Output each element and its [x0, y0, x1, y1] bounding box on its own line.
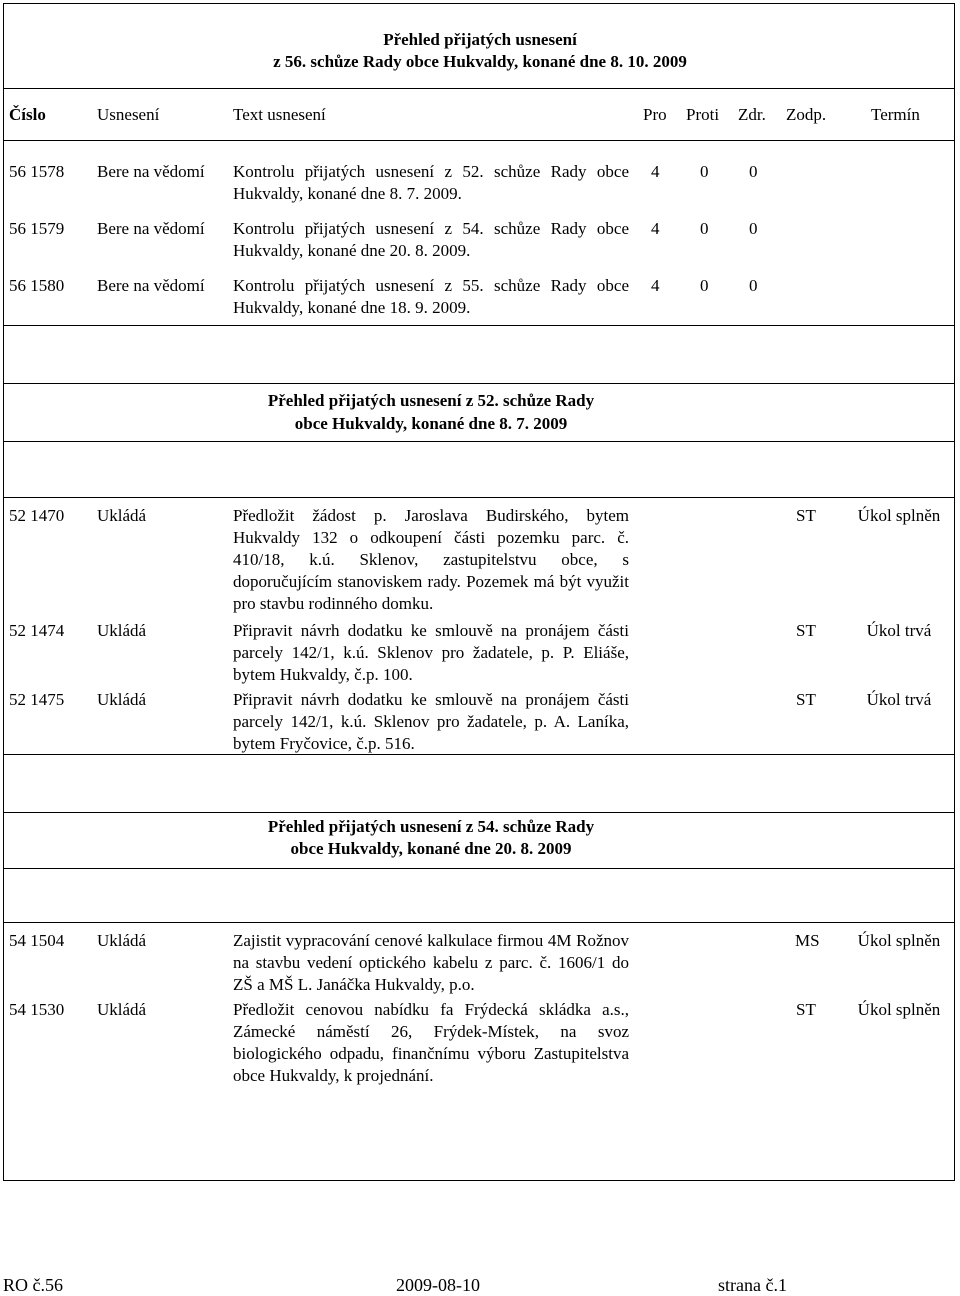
row-type: Bere na vědomí — [97, 219, 205, 238]
responsible: ST — [796, 1000, 816, 1019]
row-text: Předložit cenovou nabídku fa Frýdecká skládka a.s., Zámecké náměstí 26, Frýdek-Místek, na svoz biologického odpadu, finančnímu výboru Zastupitelstva obce Hukvaldy, k projednání. — [233, 1000, 629, 1085]
row-text: Připravit návrh dodatku ke smlouvě na pronájem části parcely 142/1, k.ú. Sklenov pro žadatele, p. A. Laníka, bytem Fryčovice, č.p. 516. — [233, 690, 629, 753]
row-text: Předložit žádost p. Jaroslava Budirského, bytem Hukvaldy 132 o odkoupení části pozemku parc. č. 410/18, k.ú. Sklenov, zastupitelstvu obce, s doporučujícím stanoviskem rady. Pozemek má být využit pro stavbu rodinného domku. — [233, 506, 629, 613]
row-type: Ukládá — [97, 690, 147, 709]
rule-sec54-bottom — [3, 922, 955, 923]
row-text: Kontrolu přijatých usnesení z 52. schůze Rady obce Hukvaldy, konané dne 8. 7. 2009. — [233, 162, 629, 203]
responsible: ST — [796, 690, 816, 709]
deadline-status: Úkol trvá — [866, 621, 932, 640]
footer-page-number: strana č.1 — [718, 1275, 787, 1295]
row-type: Bere na vědomí — [97, 162, 205, 181]
col-header-cislo: Číslo — [9, 105, 46, 124]
section-54-title-line2: obce Hukvaldy, konané dne 20. 8. 2009 — [290, 839, 572, 858]
responsible: ST — [796, 621, 816, 640]
vote-proti: 0 — [700, 162, 709, 181]
row-number: 56 1579 — [9, 219, 65, 238]
row-type: Ukládá — [97, 506, 147, 525]
row-text: Zajistit vypracování cenové kalkulace firmou 4M Rožnov na stavbu vedení optického kabelu z parc. č. 1606/1 do ZŠ a MŠ L. Janáčka Hukvaldy, p.o. — [233, 931, 629, 994]
section-54-title-line1: Přehled přijatých usnesení z 54. schůze Rady — [267, 817, 595, 836]
doc-title-line1: Přehled přijatých usnesení — [383, 30, 577, 49]
row-number: 54 1530 — [9, 1000, 65, 1019]
rule-sec52-title — [3, 441, 955, 442]
rule-sec54-mid — [3, 812, 955, 813]
col-header-proti: Proti — [686, 105, 720, 124]
vote-zdr: 0 — [749, 162, 758, 181]
row-number: 56 1578 — [9, 162, 65, 181]
deadline-status: Úkol splněn — [857, 931, 941, 950]
deadline-status: Úkol splněn — [857, 1000, 941, 1019]
row-number: 52 1470 — [9, 506, 65, 525]
footer-date: 2009-08-10 — [396, 1275, 480, 1295]
rule-title — [3, 88, 955, 89]
col-header-zdr: Zdr. — [738, 105, 766, 124]
row-number: 52 1474 — [9, 621, 65, 640]
row-type: Ukládá — [97, 931, 147, 950]
col-header-usneseni: Usnesení — [97, 105, 160, 124]
vote-pro: 4 — [651, 276, 660, 295]
responsible: MS — [795, 931, 820, 950]
rule-sec52-mid — [3, 383, 955, 384]
vote-pro: 4 — [651, 162, 660, 181]
vote-proti: 0 — [700, 276, 709, 295]
col-header-zodp: Zodp. — [786, 105, 827, 124]
rule-sec54-title — [3, 868, 955, 869]
responsible: ST — [796, 506, 816, 525]
section-52-title-line1: Přehled přijatých usnesení z 52. schůze Rady — [267, 391, 595, 410]
row-text: Připravit návrh dodatku ke smlouvě na pronájem části parcely 142/1, k.ú. Sklenov pro žadatele, p. P. Eliáše, bytem Hukvaldy, č.p. 100. — [233, 621, 629, 684]
vote-pro: 4 — [651, 219, 660, 238]
row-text: Kontrolu přijatých usnesení z 54. schůze Rady obce Hukvaldy, konané dne 20. 8. 2009. — [233, 219, 629, 260]
col-header-termin: Termín — [871, 105, 920, 124]
vote-proti: 0 — [700, 219, 709, 238]
col-header-text: Text usnesení — [233, 105, 326, 124]
row-type: Bere na vědomí — [97, 276, 205, 295]
deadline-status: Úkol trvá — [866, 690, 932, 709]
row-number: 54 1504 — [9, 931, 65, 950]
row-type: Ukládá — [97, 621, 147, 640]
row-number: 52 1475 — [9, 690, 65, 709]
deadline-status: Úkol splněn — [857, 506, 941, 525]
col-header-pro: Pro — [643, 105, 667, 124]
row-number: 56 1580 — [9, 276, 65, 295]
vote-zdr: 0 — [749, 276, 758, 295]
row-text: Kontrolu přijatých usnesení z 55. schůze Rady obce Hukvaldy, konané dne 18. 9. 2009. — [233, 276, 629, 317]
vote-zdr: 0 — [749, 219, 758, 238]
row-type: Ukládá — [97, 1000, 147, 1019]
section-52-title-line2: obce Hukvaldy, konané dne 8. 7. 2009 — [294, 414, 568, 433]
rule-sec52-bottom — [3, 497, 955, 498]
rule-header — [3, 140, 955, 141]
rule-sec52-top — [3, 325, 955, 326]
footer-meeting-ref: RO č.56 — [3, 1275, 63, 1295]
doc-title-line2: z 56. schůze Rady obce Hukvaldy, konané dne 8. 10. 2009 — [273, 52, 687, 71]
